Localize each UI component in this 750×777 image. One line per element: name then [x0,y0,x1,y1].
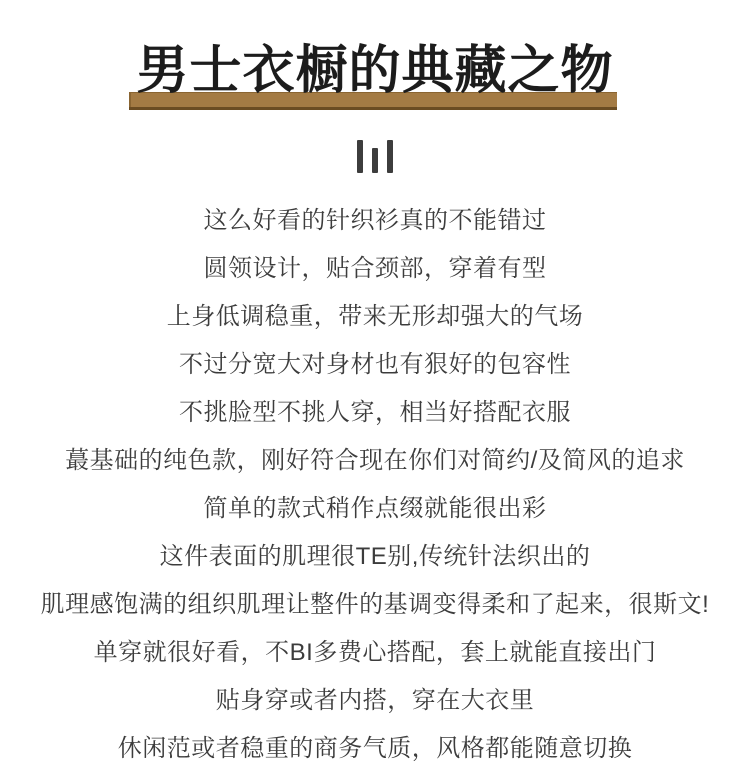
divider-bar-right [387,140,393,173]
description-line: 休闲范或者稳重的商务气质，风格都能随意切换 [117,735,633,762]
description-line: 圆领设计，贴合颈部，穿着有型 [203,255,547,282]
page-title [136,40,613,102]
page-title-text: 男士衣橱的典藏之物 [136,42,614,100]
three-bars-divider-icon [0,139,750,173]
description-line: 简单的款式稍作点缀就能很出彩 [203,495,547,522]
divider-bar-left [357,140,363,173]
description-line: 这么好看的针织衫真的不能错过 [203,207,547,234]
description-line: 肌理感饱满的组织肌理让整件的基调变得柔和了起来，很斯文! [40,591,710,618]
description-line: 单穿就很好看，不BI多费心搭配，套上就能直接出门 [93,639,657,666]
description-line: 蕞基础的纯色款，刚好符合现在你们对简约/及简风的追求 [65,447,685,474]
description-line: 不挑脸型不挑人穿，相当好搭配衣服 [179,399,571,426]
header [0,40,750,102]
description-line: 上身低调稳重，带来无形却强大的气场 [166,303,584,330]
description-line: 不过分宽大对身材也有狠好的包容性 [179,351,571,378]
divider-bar-middle [372,148,378,173]
description-line: 贴身穿或者内搭，穿在大衣里 [215,687,535,714]
description [0,197,750,773]
description-line: 这件表面的肌理很TE别,传统针法织出的 [159,543,591,570]
